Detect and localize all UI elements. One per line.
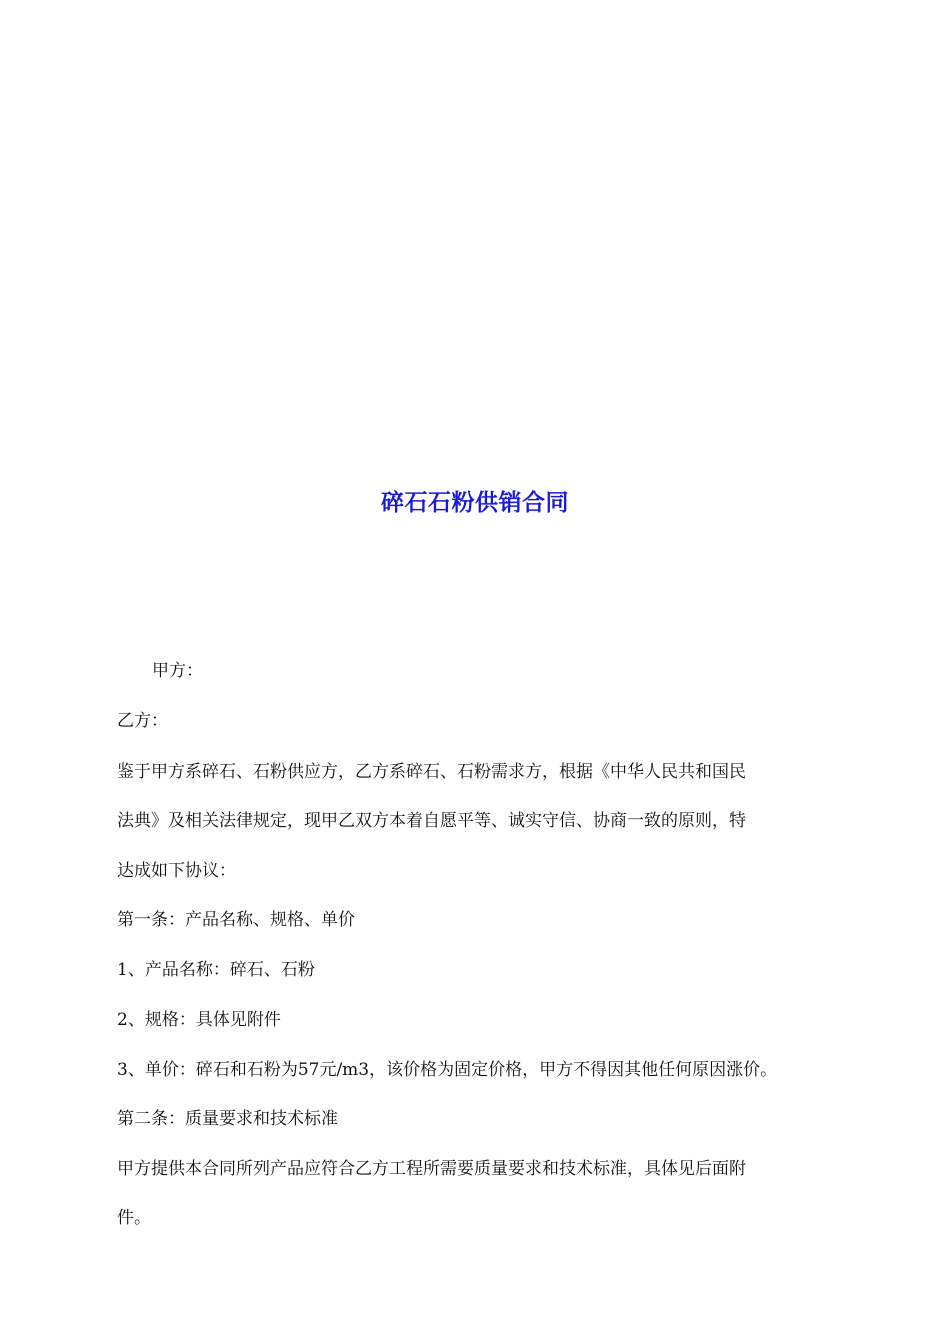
article-2-heading: 第二条：质量要求和技术标准 (117, 1109, 338, 1129)
article-1-item-2: 2、规格：具体见附件 (117, 1010, 281, 1030)
preamble-line-1: 鉴于甲方系碎石、石粉供应方，乙方系碎石、石粉需求方，根据《中华人民共和国民 (117, 762, 746, 782)
preamble-line-3: 达成如下协议： (117, 861, 236, 881)
article-2-text-line-2: 件。 (117, 1208, 151, 1228)
article-2-text-line-1: 甲方提供本合同所列产品应符合乙方工程所需要质量要求和技术标准，具体见后面附 (117, 1159, 746, 1179)
contract-title: 碎石石粉供销合同 (381, 490, 569, 516)
article-1-item-3: 3、单价：碎石和石粉为57元/m3，该价格为固定价格，甲方不得因其他任何原因涨价。 (117, 1060, 778, 1080)
party-b-line: 乙方： (117, 711, 168, 731)
preamble-line-2: 法典》及相关法律规定，现甲乙双方本着自愿平等、诚实守信、协商一致的原则，特 (117, 811, 746, 831)
party-a-line: 甲方： (152, 661, 203, 681)
article-1-item-1: 1、产品名称：碎石、石粉 (117, 960, 315, 980)
article-1-heading: 第一条：产品名称、规格、单价 (117, 910, 355, 930)
